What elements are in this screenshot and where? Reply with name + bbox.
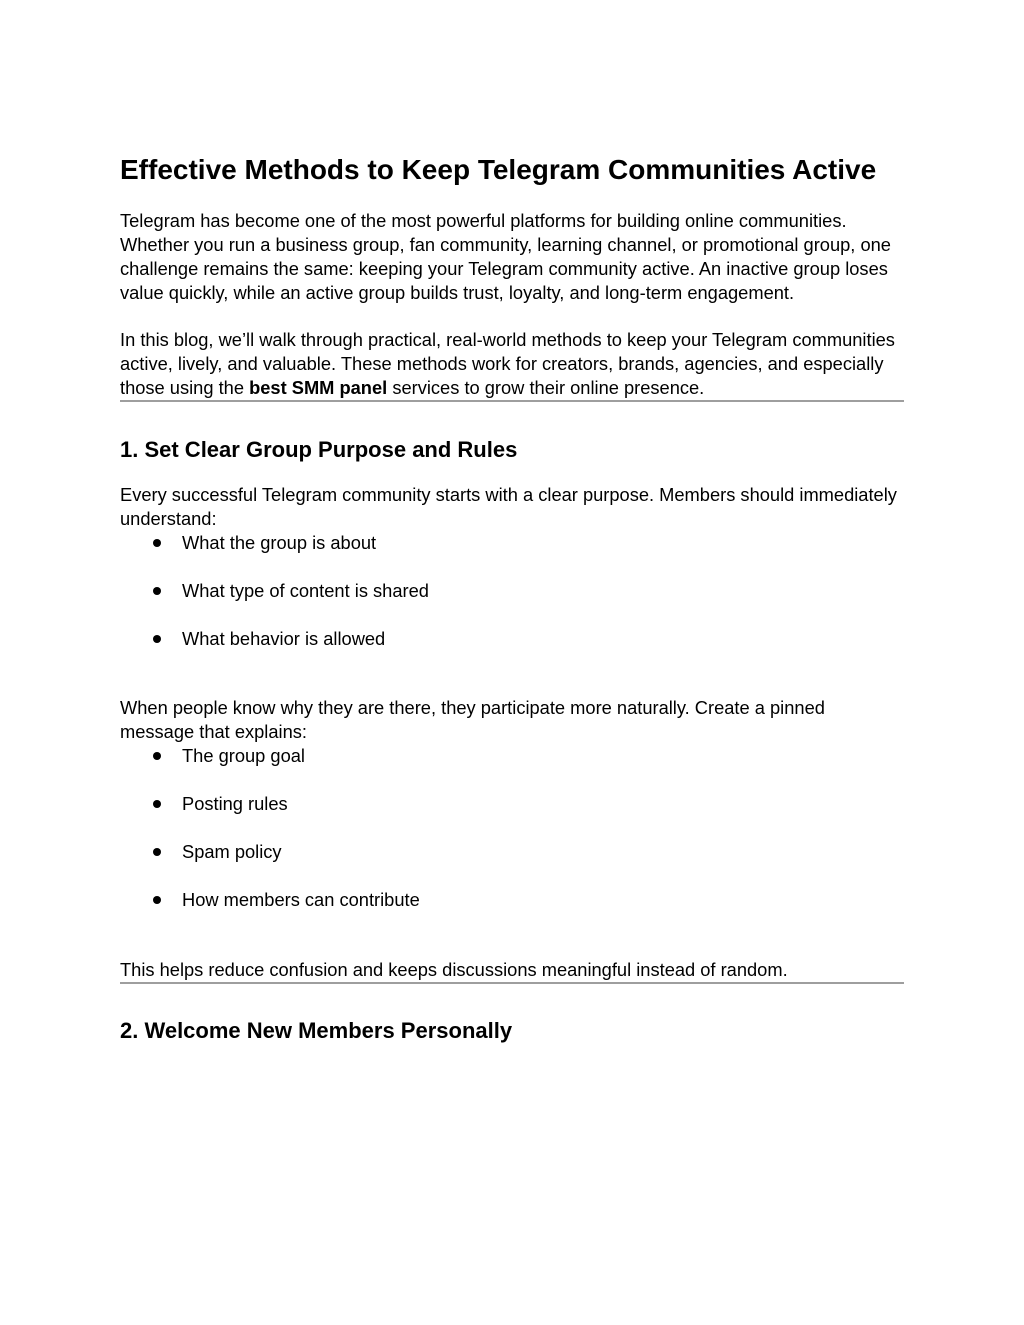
section-2-heading: 2. Welcome New Members Personally [120, 1018, 513, 1043]
list-item [120, 531, 904, 555]
section-1-paragraph-1: Every successful Telegram community starts with a clear purpose. Members should immediately understand: [120, 483, 897, 529]
section-1-paragraph-3: This helps reduce confusion and keeps discussions meaningful instead of random. [120, 958, 788, 980]
section-divider-1 [120, 400, 904, 402]
bullet-icon [153, 539, 161, 547]
pinned-message-list [120, 744, 904, 912]
list-item [120, 744, 904, 768]
list-item [120, 627, 904, 651]
list-item [120, 840, 904, 864]
list-item-label: Posting rules [182, 793, 288, 814]
list-item-label: What the group is about [182, 531, 377, 553]
bullet-icon [153, 848, 161, 856]
bullet-icon [153, 635, 161, 643]
bullet-icon [153, 752, 161, 760]
list-item-label: How members can contribute [182, 889, 420, 910]
section-1-paragraph-2: When people know why they are there, they participate more naturally. Create a pinned message that explains: [120, 697, 825, 742]
list-item-label: The group goal [182, 745, 305, 766]
intro-paragraph-2: In this blog, we’ll walk through practical, real-world methods to keep your Telegram communities active, lively, and valuable. These methods work for creators, brands, agencies, and especially those using the best SMM panel services to grow their online presence. [120, 329, 895, 398]
bullet-icon [153, 800, 161, 808]
section-divider-2 [120, 982, 904, 984]
intro-paragraph-1: Telegram has become one of the most powerful platforms for building online communities. Whether you run a business group, fan community, learning channel, or promotional group, one challenge remains the same: keeping your Telegram community active. An inactive group loses value quickly, while an active group builds trust, loyalty, and long-term engagement. [120, 210, 891, 303]
group-purpose-list [120, 531, 904, 651]
document-title: Effective Methods to Keep Telegram Communities Active [120, 154, 877, 185]
list-item-label: Spam policy [182, 841, 282, 862]
list-item-label: What behavior is allowed [182, 627, 386, 649]
bullet-icon [153, 896, 161, 904]
bullet-icon [153, 587, 161, 595]
list-item [120, 792, 904, 816]
list-item-label: What type of content is shared [182, 579, 429, 601]
section-1-heading: 1. Set Clear Group Purpose and Rules [120, 436, 518, 462]
list-item [120, 579, 904, 603]
list-item [120, 888, 904, 912]
